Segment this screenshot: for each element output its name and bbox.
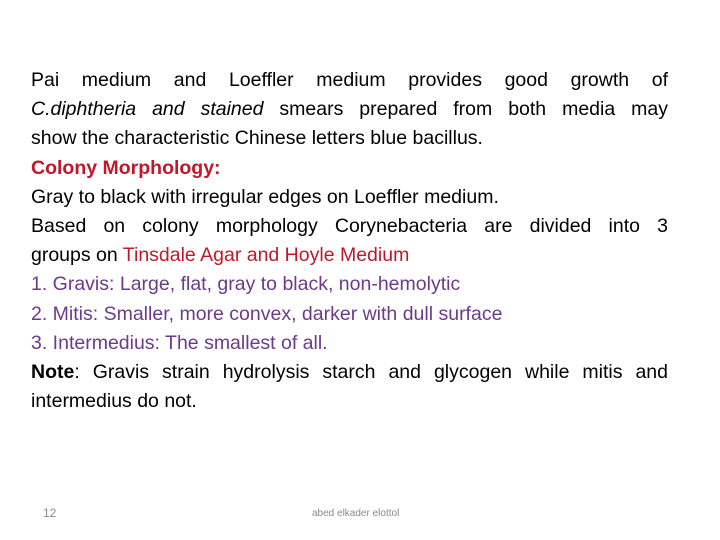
para2-line2 bbox=[31, 241, 668, 270]
para1-line3: show the characteristic Chinese letters blue bacillus. bbox=[31, 127, 483, 150]
group-mitis: 2. Mitis: Smaller, more convex, darker with dull surface bbox=[31, 302, 503, 325]
organism-name: C.diphtheria and stained bbox=[31, 98, 264, 121]
para1-line1: Pai medium and Loeffler medium provides good growth of bbox=[31, 69, 668, 91]
para2-line2-plain: groups on bbox=[31, 244, 123, 267]
para1-line2 bbox=[31, 95, 668, 124]
para2-line1: Based on colony morphology Corynebacteria are divided into 3 bbox=[31, 215, 668, 238]
page-number: 12 bbox=[43, 506, 57, 520]
group-gravis: 1. Gravis: Large, flat, gray to black, non-hemolytic bbox=[31, 273, 461, 296]
group-intermedius: 3. Intermedius: The smallest of all. bbox=[31, 331, 328, 354]
footer-author: abed elkader elottol bbox=[312, 508, 400, 519]
colony-morphology-text: Gray to black with irregular edges on Loeffler medium. bbox=[31, 185, 499, 208]
para1-line2-rest: smears prepared from both media may bbox=[263, 98, 668, 121]
colony-morphology-heading: Colony Morphology: bbox=[31, 156, 221, 179]
note-line2: intermedius do not. bbox=[31, 390, 197, 413]
slide-body bbox=[31, 66, 668, 416]
media-names: Tinsdale Agar and Hoyle Medium bbox=[122, 244, 410, 267]
note-line1-rest: : Gravis strain hydrolysis starch and glycogen while mitis and bbox=[74, 361, 668, 384]
note-label: Note bbox=[31, 361, 75, 384]
note-line1 bbox=[31, 358, 668, 387]
